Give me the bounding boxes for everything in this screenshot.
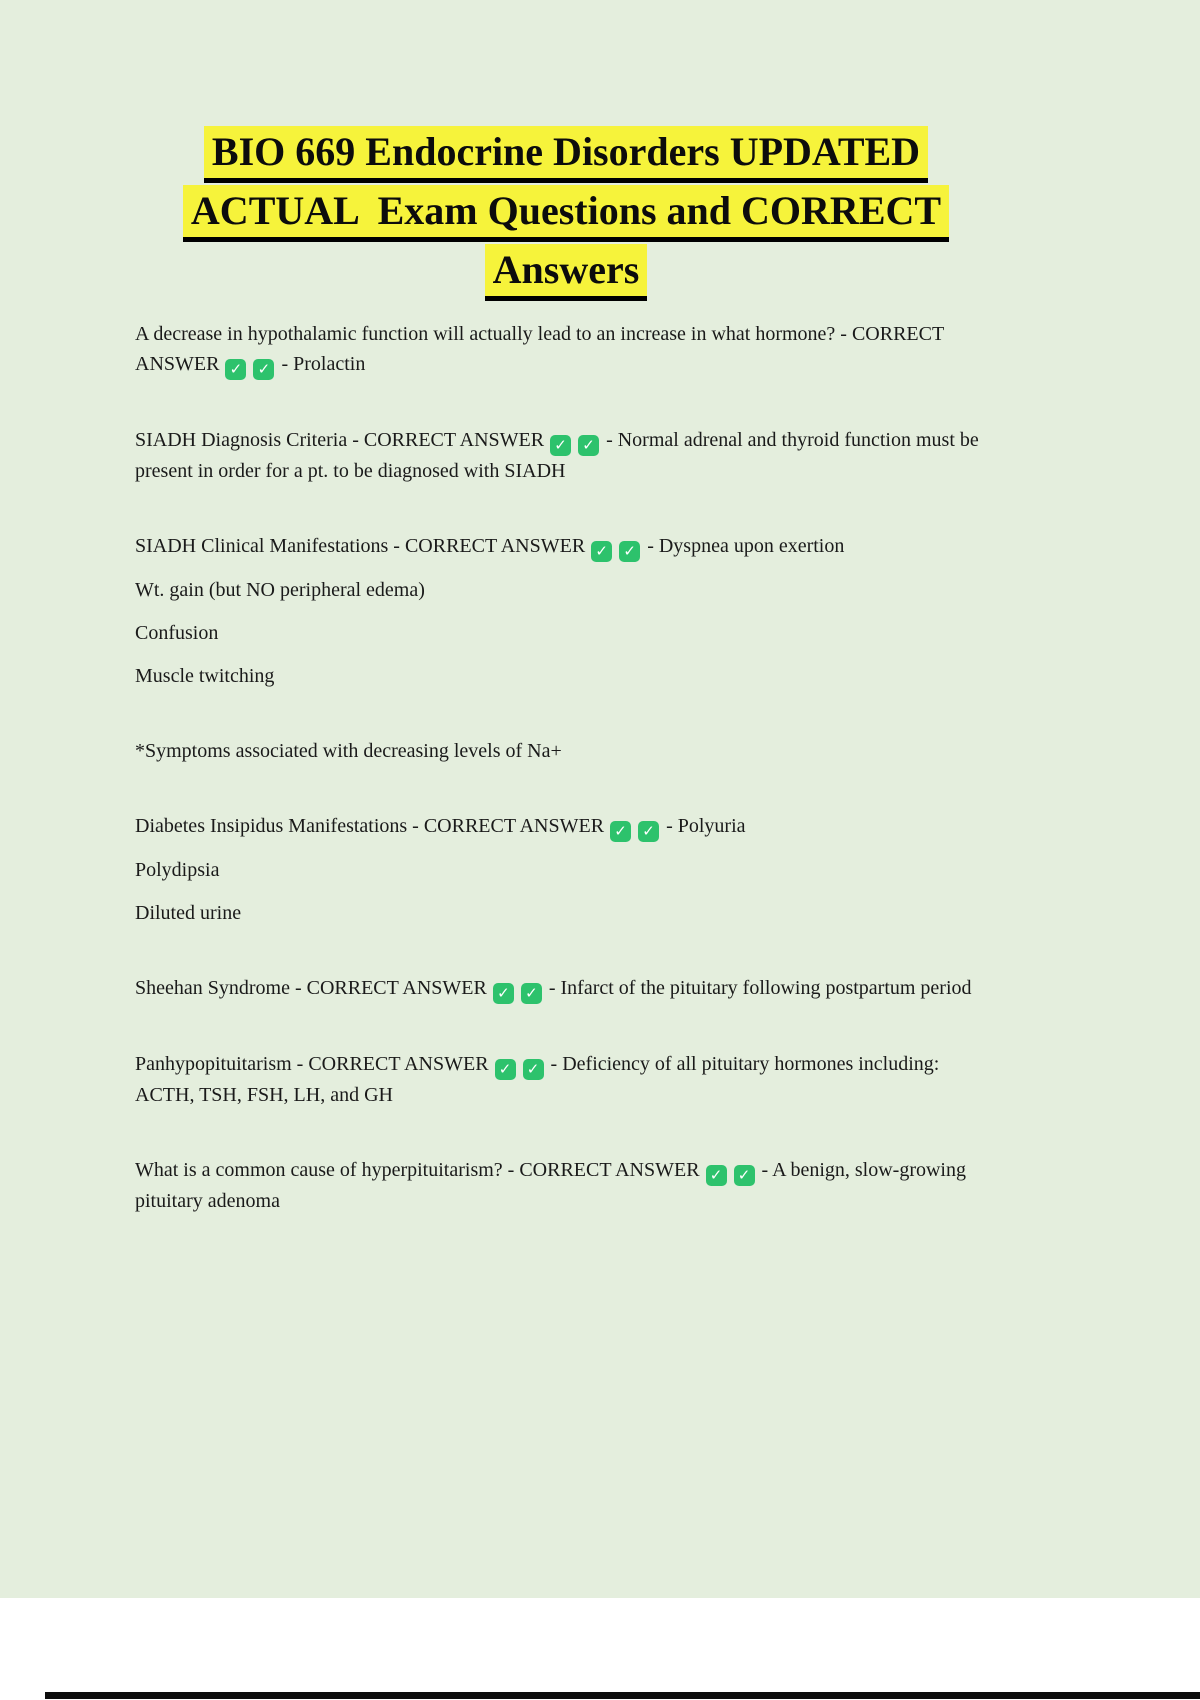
answer-text: - Polyuria (666, 815, 746, 837)
qa-detail-line: Diluted urine (135, 902, 242, 924)
check-icon: ✓ (493, 983, 514, 1004)
qa-line (135, 319, 997, 380)
question-text: Sheehan Syndrome - CORRECT ANSWER (135, 977, 487, 999)
check-icon: ✓ (225, 359, 246, 380)
correct-answer-checks (550, 429, 599, 454)
document-content (135, 0, 997, 1216)
qa-block-7 (135, 1049, 997, 1110)
qa-detail-line: Polydipsia (135, 859, 220, 881)
bottom-black-bar (45, 1692, 1200, 1699)
answer-text: - Prolactin (281, 353, 366, 375)
qa-detail-line: Confusion (135, 622, 219, 644)
check-icon: ✓ (495, 1059, 516, 1080)
question-text: SIADH Clinical Manifestations - CORRECT ANSWER (135, 535, 586, 557)
check-icon: ✓ (550, 435, 571, 456)
answer-text: - Normal adrenal and thyroid function must be present in order for a pt. to be diagnosed with SIADH (135, 429, 979, 482)
qa-line (135, 425, 997, 486)
title-line-3 (135, 244, 997, 303)
qa-line (135, 811, 997, 842)
check-icon: ✓ (521, 983, 542, 1004)
title-text: ACTUAL Exam Questions and CORRECT (183, 185, 949, 242)
qa-line (135, 1155, 997, 1216)
qa-detail-line: Muscle twitching (135, 665, 275, 687)
qa-block-5 (135, 811, 997, 928)
answer-text: - Dyspnea upon exertion (647, 535, 845, 557)
correct-answer-checks (493, 977, 542, 1002)
check-icon: ✓ (734, 1165, 755, 1186)
check-icon: ✓ (706, 1165, 727, 1186)
title-text: Answers (485, 244, 648, 301)
answer-text: - Deficiency of all pituitary hormones including: ACTH, TSH, FSH, LH, and GH (135, 1053, 940, 1106)
check-icon: ✓ (638, 821, 659, 842)
qa-block-8 (135, 1155, 997, 1216)
qa-body (135, 319, 997, 1216)
title-text: BIO 669 Endocrine Disorders UPDATED (204, 126, 928, 183)
qa-block-2 (135, 425, 997, 486)
answer-text: - A benign, slow-growing pituitary adenoma (135, 1159, 966, 1212)
qa-note-line: *Symptoms associated with decreasing levels of Na+ (135, 740, 562, 762)
qa-line (135, 531, 997, 562)
qa-block-6 (135, 973, 997, 1004)
check-icon: ✓ (578, 435, 599, 456)
check-icon: ✓ (610, 821, 631, 842)
check-icon: ✓ (591, 541, 612, 562)
question-text: A decrease in hypothalamic function will actually lead to an increase in what hormone? - CORRECT ANSWER (135, 323, 944, 375)
question-text: SIADH Diagnosis Criteria - CORRECT ANSWER (135, 429, 545, 451)
answer-text: - Infarct of the pituitary following postpartum period (548, 977, 972, 999)
question-text: What is a common cause of hyperpituitarism? - CORRECT ANSWER (135, 1159, 700, 1181)
check-icon: ✓ (253, 359, 274, 380)
qa-block-4-note (135, 736, 997, 766)
qa-line (135, 973, 997, 1004)
title-line-2 (135, 185, 997, 244)
correct-answer-checks (591, 535, 640, 560)
question-text: Diabetes Insipidus Manifestations - CORRECT ANSWER (135, 815, 605, 837)
correct-answer-checks (495, 1053, 544, 1078)
correct-answer-checks (225, 353, 274, 378)
document-title (135, 0, 997, 303)
check-icon: ✓ (619, 541, 640, 562)
qa-block-3 (135, 531, 997, 691)
qa-line (135, 1049, 997, 1110)
title-line-1 (135, 126, 997, 185)
correct-answer-checks (706, 1159, 755, 1184)
question-text: Panhypopituitarism - CORRECT ANSWER (135, 1053, 489, 1075)
qa-detail-line: Wt. gain (but NO peripheral edema) (135, 579, 425, 601)
correct-answer-checks (610, 815, 659, 840)
qa-block-1 (135, 319, 997, 380)
check-icon: ✓ (523, 1059, 544, 1080)
